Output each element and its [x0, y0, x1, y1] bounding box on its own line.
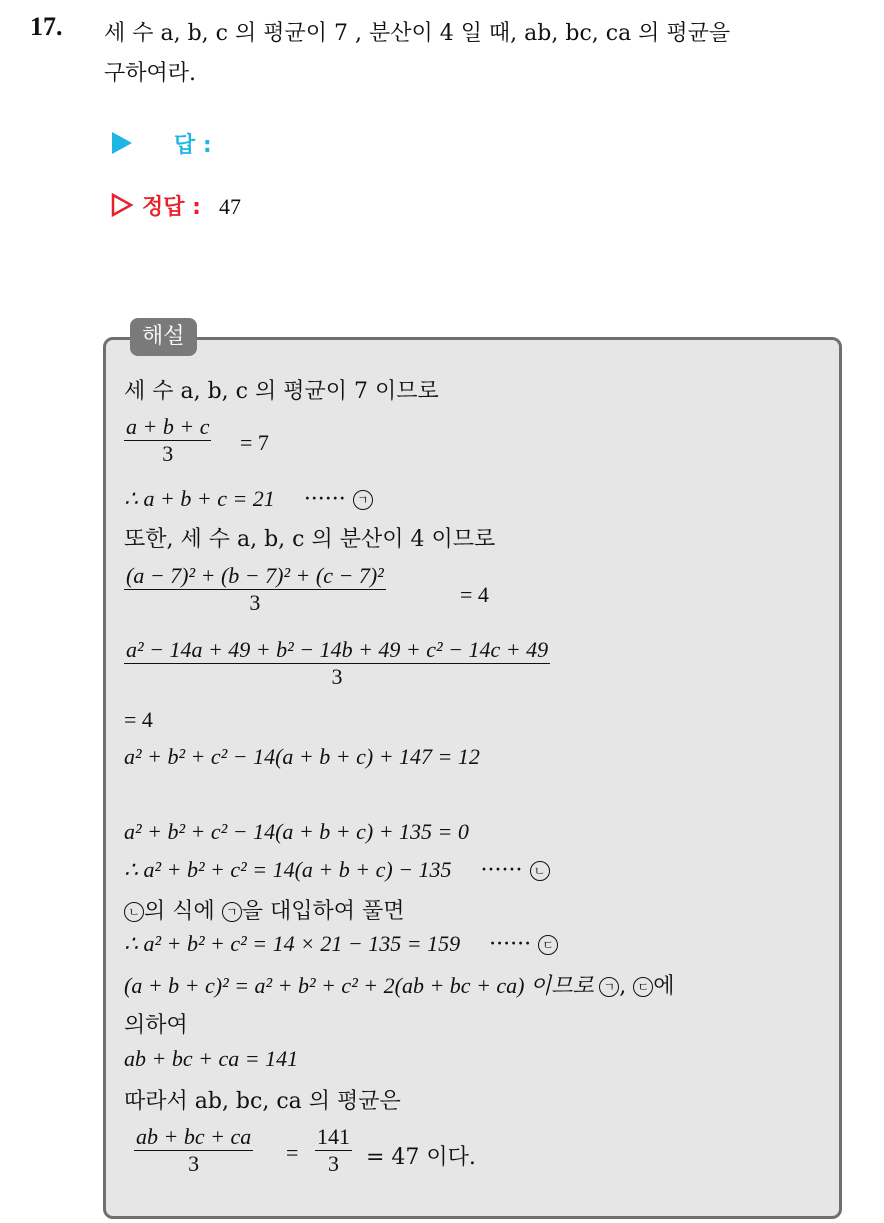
fraction-5-rhs: = 47 이다. [366, 1145, 476, 1170]
solution-line-13: 따라서 ab, bc, ca 의 평균은 [124, 1089, 401, 1114]
question-text-line-2: 구하여라. [104, 61, 197, 86]
fraction-2-rhs: = 4 [460, 582, 489, 607]
solution-line-11: 의하여 [124, 1013, 188, 1038]
fraction-2 [124, 563, 386, 616]
circled-mark-c-ref: ㄷ [633, 977, 653, 997]
solution-line-4: = 4 [124, 707, 153, 732]
solution-line-8-part-2: 을 대입하여 풀면 [241, 899, 405, 924]
circled-mark-a-ref2: ㄱ [599, 977, 619, 997]
separator: , [619, 974, 634, 999]
solution-line-7 [124, 857, 550, 883]
solution-line-10 [124, 969, 675, 1000]
circled-mark-b-ref: ㄴ [124, 902, 144, 922]
solution-line-5: a² + b² + c² − 14(a + b + c) + 147 = 12 [124, 744, 480, 769]
fraction-2-denominator: 3 [249, 590, 261, 615]
fraction-4-denominator: 3 [188, 1151, 200, 1176]
fraction-1-rhs: = 7 [240, 430, 269, 455]
solution-line-10-tail: 에 [653, 974, 675, 999]
circled-mark-a-ref: ㄱ [222, 902, 242, 922]
filled-triangle-icon [110, 130, 134, 156]
circled-mark-b: ㄴ [530, 861, 550, 881]
solution-line-9-text: ∴ a² + b² + c² = 14 × 21 − 135 = 159 [124, 931, 461, 956]
fraction-2-numerator: (a − 7)² + (b − 7)² + (c − 7)² [126, 563, 384, 588]
answer-label: 답 : [174, 133, 212, 158]
circled-mark-a: ㄱ [353, 490, 373, 510]
fraction-3 [124, 637, 550, 690]
circled-mark-c: ㄷ [538, 935, 558, 955]
question-number: 17. [30, 12, 63, 41]
solution-tab: 해설 [130, 318, 197, 356]
fraction-1-numerator: a + b + c [126, 414, 210, 439]
outline-triangle-icon [110, 192, 134, 218]
solution-line-2-text: ∴ a + b + c = 21 [124, 486, 275, 511]
fraction-4-equals: = [286, 1140, 299, 1165]
correct-answer-row [110, 190, 241, 221]
question-text-line-1: 세 수 a, b, c 의 평균이 7 , 분산이 4 일 때, ab, bc, ca 의 평균을 [104, 21, 731, 46]
solution-line-9 [124, 931, 558, 957]
dots: ······ [480, 858, 523, 883]
correct-answer-label: 정답 : [142, 195, 201, 220]
solution-line-6: a² + b² + c² − 14(a + b + c) + 135 = 0 [124, 819, 469, 844]
dots: ······ [303, 487, 346, 512]
solution-line-3: 또한, 세 수 a, b, c 의 분산이 4 이므로 [124, 527, 496, 552]
solution-line-10-text: (a + b + c)² = a² + b² + c² + 2(ab + bc + ca) 이므로 [124, 973, 600, 998]
answer-row [110, 128, 212, 159]
fraction-3-denominator: 3 [331, 664, 343, 689]
dots: ······ [489, 932, 532, 957]
solution-line-1: 세 수 a, b, c 의 평균이 7 이므로 [124, 379, 439, 404]
fraction-5 [315, 1124, 352, 1177]
solution-line-8 [124, 894, 405, 925]
fraction-1 [124, 414, 211, 467]
solution-line-2 [124, 486, 373, 512]
fraction-5-numerator: 141 [317, 1124, 350, 1149]
fraction-4-numerator: ab + bc + ca [136, 1124, 252, 1149]
correct-answer-value: 47 [218, 194, 241, 219]
fraction-5-denominator: 3 [328, 1151, 339, 1176]
solution-line-7-text: ∴ a² + b² + c² = 14(a + b + c) − 135 [124, 857, 452, 882]
solution-line-12: ab + bc + ca = 141 [124, 1046, 299, 1071]
fraction-3-numerator: a² − 14a + 49 + b² − 14b + 49 + c² − 14c + 49 [126, 637, 549, 662]
fraction-4 [134, 1124, 253, 1177]
solution-line-8-part-1: 의 식에 [144, 899, 222, 924]
fraction-1-denominator: 3 [162, 441, 174, 466]
